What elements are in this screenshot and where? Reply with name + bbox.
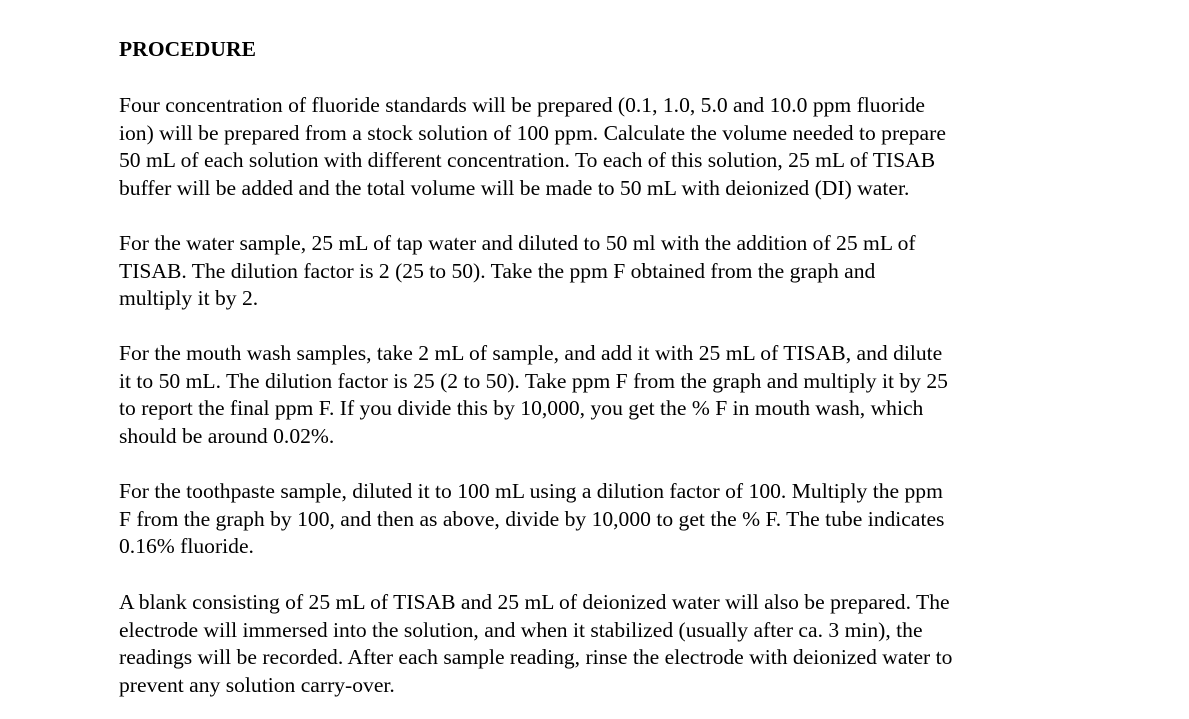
paragraph-line: For the water sample, 25 mL of tap water and diluted to 50 ml with the addition of 25 mL of: [119, 231, 916, 255]
paragraph-line: Four concentration of fluoride standards will be prepared (0.1, 1.0, 5.0 and 10.0 ppm fluoride: [119, 93, 925, 117]
paragraph-line: For the toothpaste sample, diluted it to 100 mL using a dilution factor of 100. Multiply the ppm: [119, 479, 943, 503]
paragraph-line: F from the graph by 100, and then as above, divide by 10,000 to get the % F. The tube indicates: [119, 506, 945, 531]
paragraph-fluoride-standards: [119, 92, 1055, 202]
paragraph-line: 50 mL of each solution with different concentration. To each of this solution, 25 mL of TISAB: [119, 148, 936, 173]
paragraph-line: should be around 0.02%.: [119, 423, 335, 448]
paragraph-toothpaste: [119, 478, 944, 561]
paragraph-line: multiply it by 2.: [119, 286, 259, 311]
paragraph-line: For the mouth wash samples, take 2 mL of sample, and add it with 25 mL of TISAB, and dilute: [119, 341, 943, 365]
paragraph-blank: [119, 589, 952, 699]
paragraph-water-sample: [119, 230, 916, 313]
paragraph-line: TISAB. The dilution factor is 2 (25 to 50). Take the ppm F obtained from the graph and: [119, 258, 876, 283]
paragraph-line: 0.16% fluoride.: [119, 534, 254, 559]
paragraph-line: electrode will immersed into the solution, and when it stabilized (usually after ca. 3 min), the: [119, 617, 923, 642]
paragraph-line: prevent any solution carry-over.: [119, 672, 395, 697]
paragraph-mouth-wash: [119, 340, 948, 450]
paragraph-line: buffer will be added and the total volume will be made to 50 mL with deionized (DI) water.: [119, 175, 910, 200]
paragraph-line: to report the final ppm F. If you divide this by 10,000, you get the % F in mouth wash, which: [119, 396, 924, 421]
paragraph-line: it to 50 mL. The dilution factor is 25 (2 to 50). Take ppm F from the graph and multiply it by 25: [119, 368, 948, 393]
section-heading: PROCEDURE: [119, 37, 257, 61]
paragraph-line: A blank consisting of 25 mL of TISAB and 25 mL of deionized water will also be prepared. The: [119, 590, 950, 614]
paragraph-line: readings will be recorded. After each sample reading, rinse the electrode with deionized water to: [119, 645, 953, 670]
paragraph-line: ion) will be prepared from a stock solution of 100 ppm. Calculate the volume needed to prepare: [119, 120, 946, 145]
